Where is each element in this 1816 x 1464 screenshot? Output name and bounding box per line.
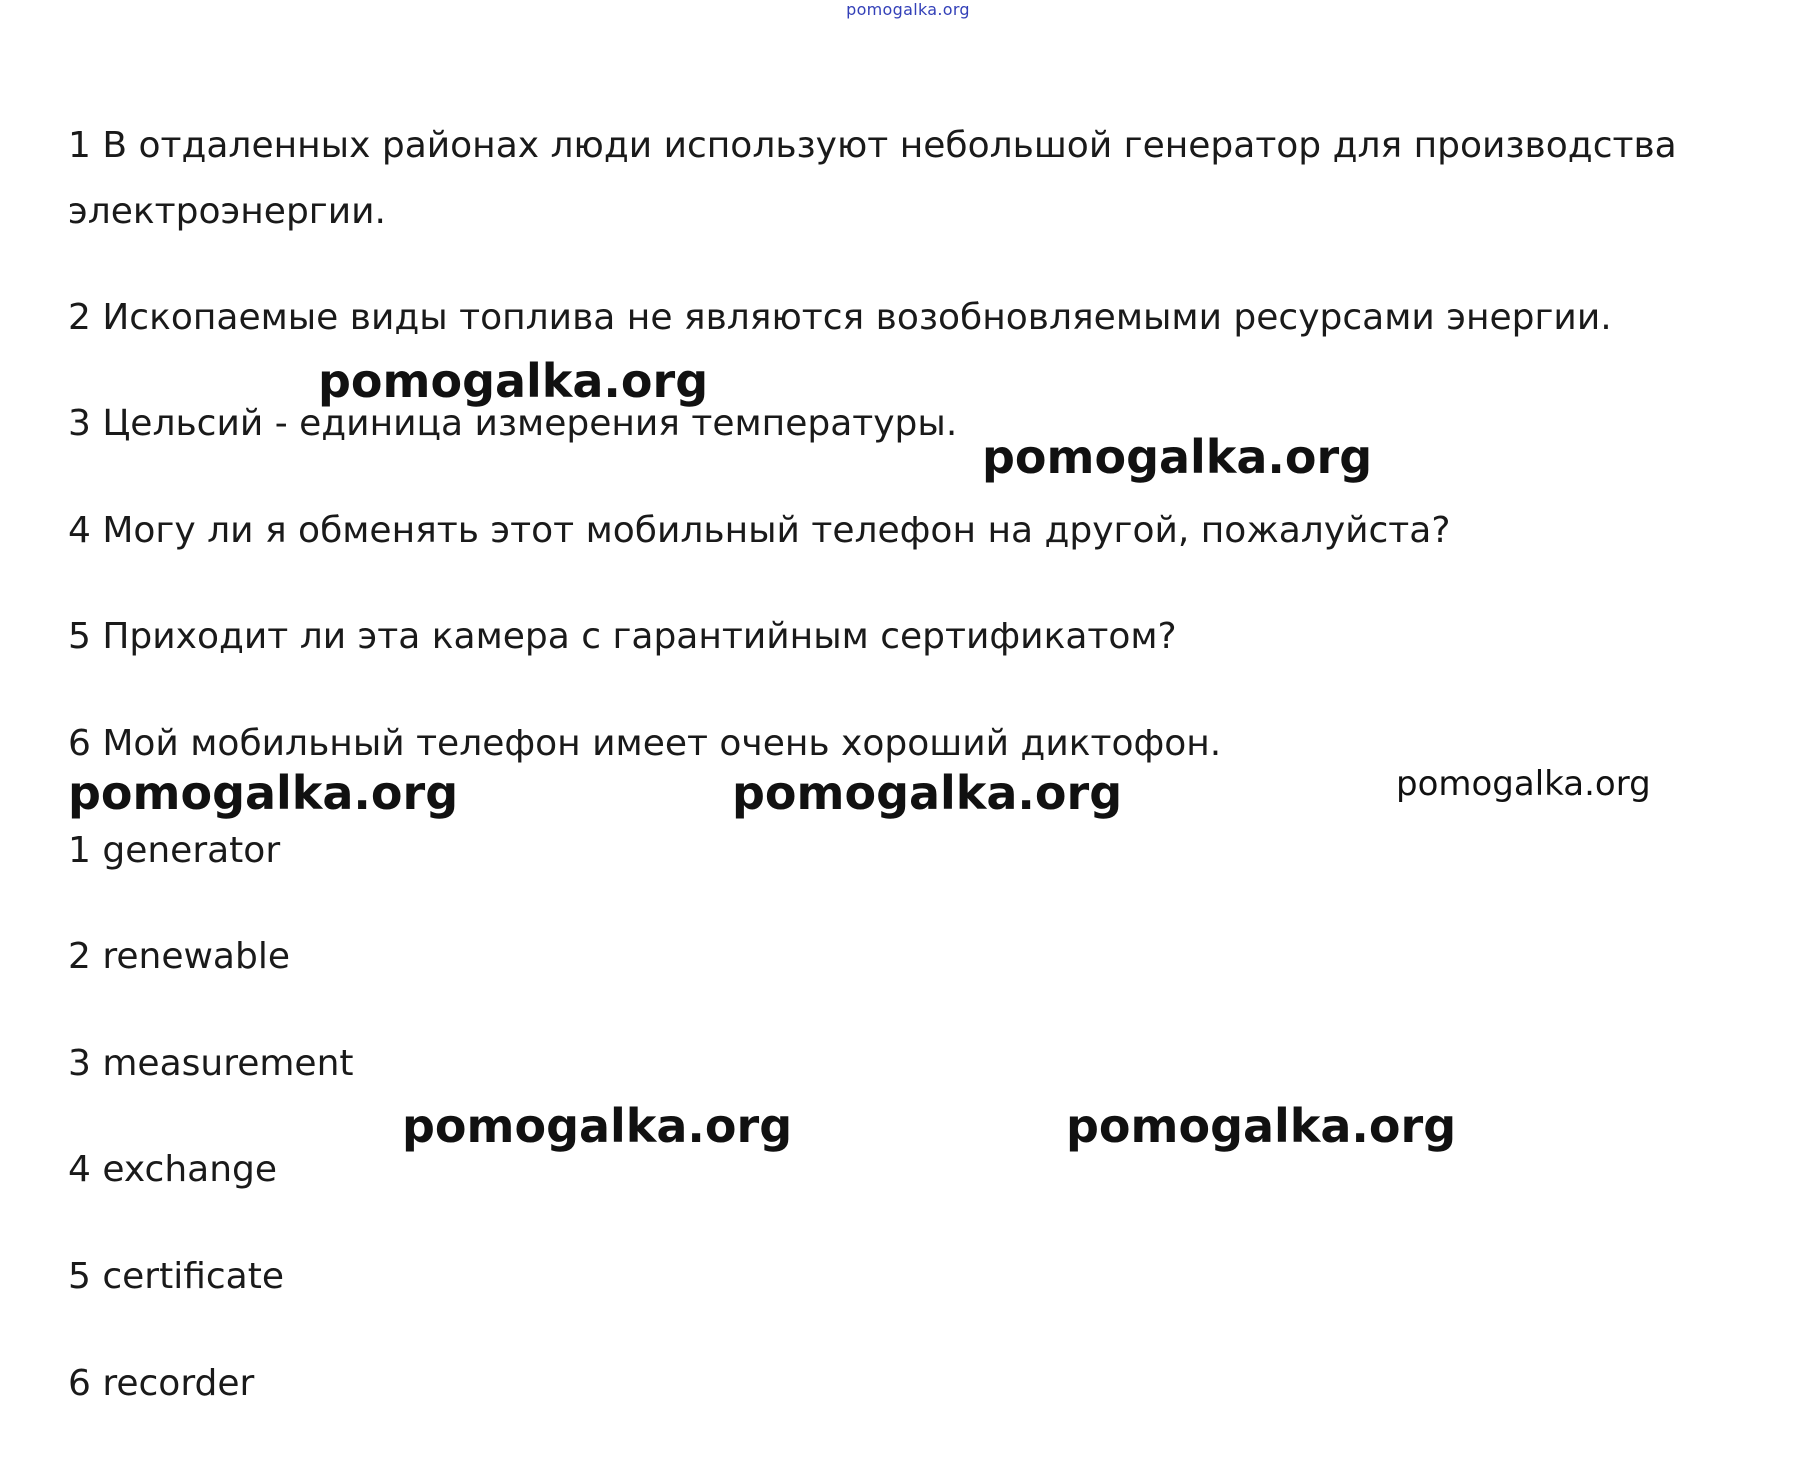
sentence-5: 5 Приходит ли эта камера с гарантийным сертификатом? <box>68 616 1177 657</box>
watermark: pomogalka.org <box>982 430 1373 484</box>
answer-5: 5 certificate <box>68 1256 284 1297</box>
sentence-1-continuation: электроэнергии. <box>68 191 386 232</box>
watermark: pomogalka.org <box>68 766 459 820</box>
answer-4: 4 exchange <box>68 1149 278 1190</box>
answer-6: 6 recorder <box>68 1363 255 1404</box>
answer-3: 3 measurement <box>68 1043 354 1084</box>
watermark: pomogalka.org <box>1066 1099 1457 1153</box>
answer-1: 1 generator <box>68 830 281 871</box>
sentence-1: 1 В отдаленных районах люди используют небольшой генератор для производства <box>68 125 1677 166</box>
answer-2: 2 renewable <box>68 936 290 977</box>
watermark: pomogalka.org <box>318 354 709 408</box>
watermark: pomogalka.org <box>402 1099 793 1153</box>
header-site-mark: pomogalka.org <box>846 0 970 19</box>
watermark: pomogalka.org <box>1396 764 1651 804</box>
sentence-2: 2 Ископаемые виды топлива не являются возобновляемыми ресурсами энергии. <box>68 297 1612 338</box>
watermark: pomogalka.org <box>732 766 1123 820</box>
sentence-6: 6 Мой мобильный телефон имеет очень хороший диктофон. <box>68 723 1222 764</box>
sentence-4: 4 Могу ли я обменять этот мобильный телефон на другой, пожалуйста? <box>68 510 1451 551</box>
sentence-3: 3 Цельсий - единица измерения температуры. <box>68 403 958 444</box>
